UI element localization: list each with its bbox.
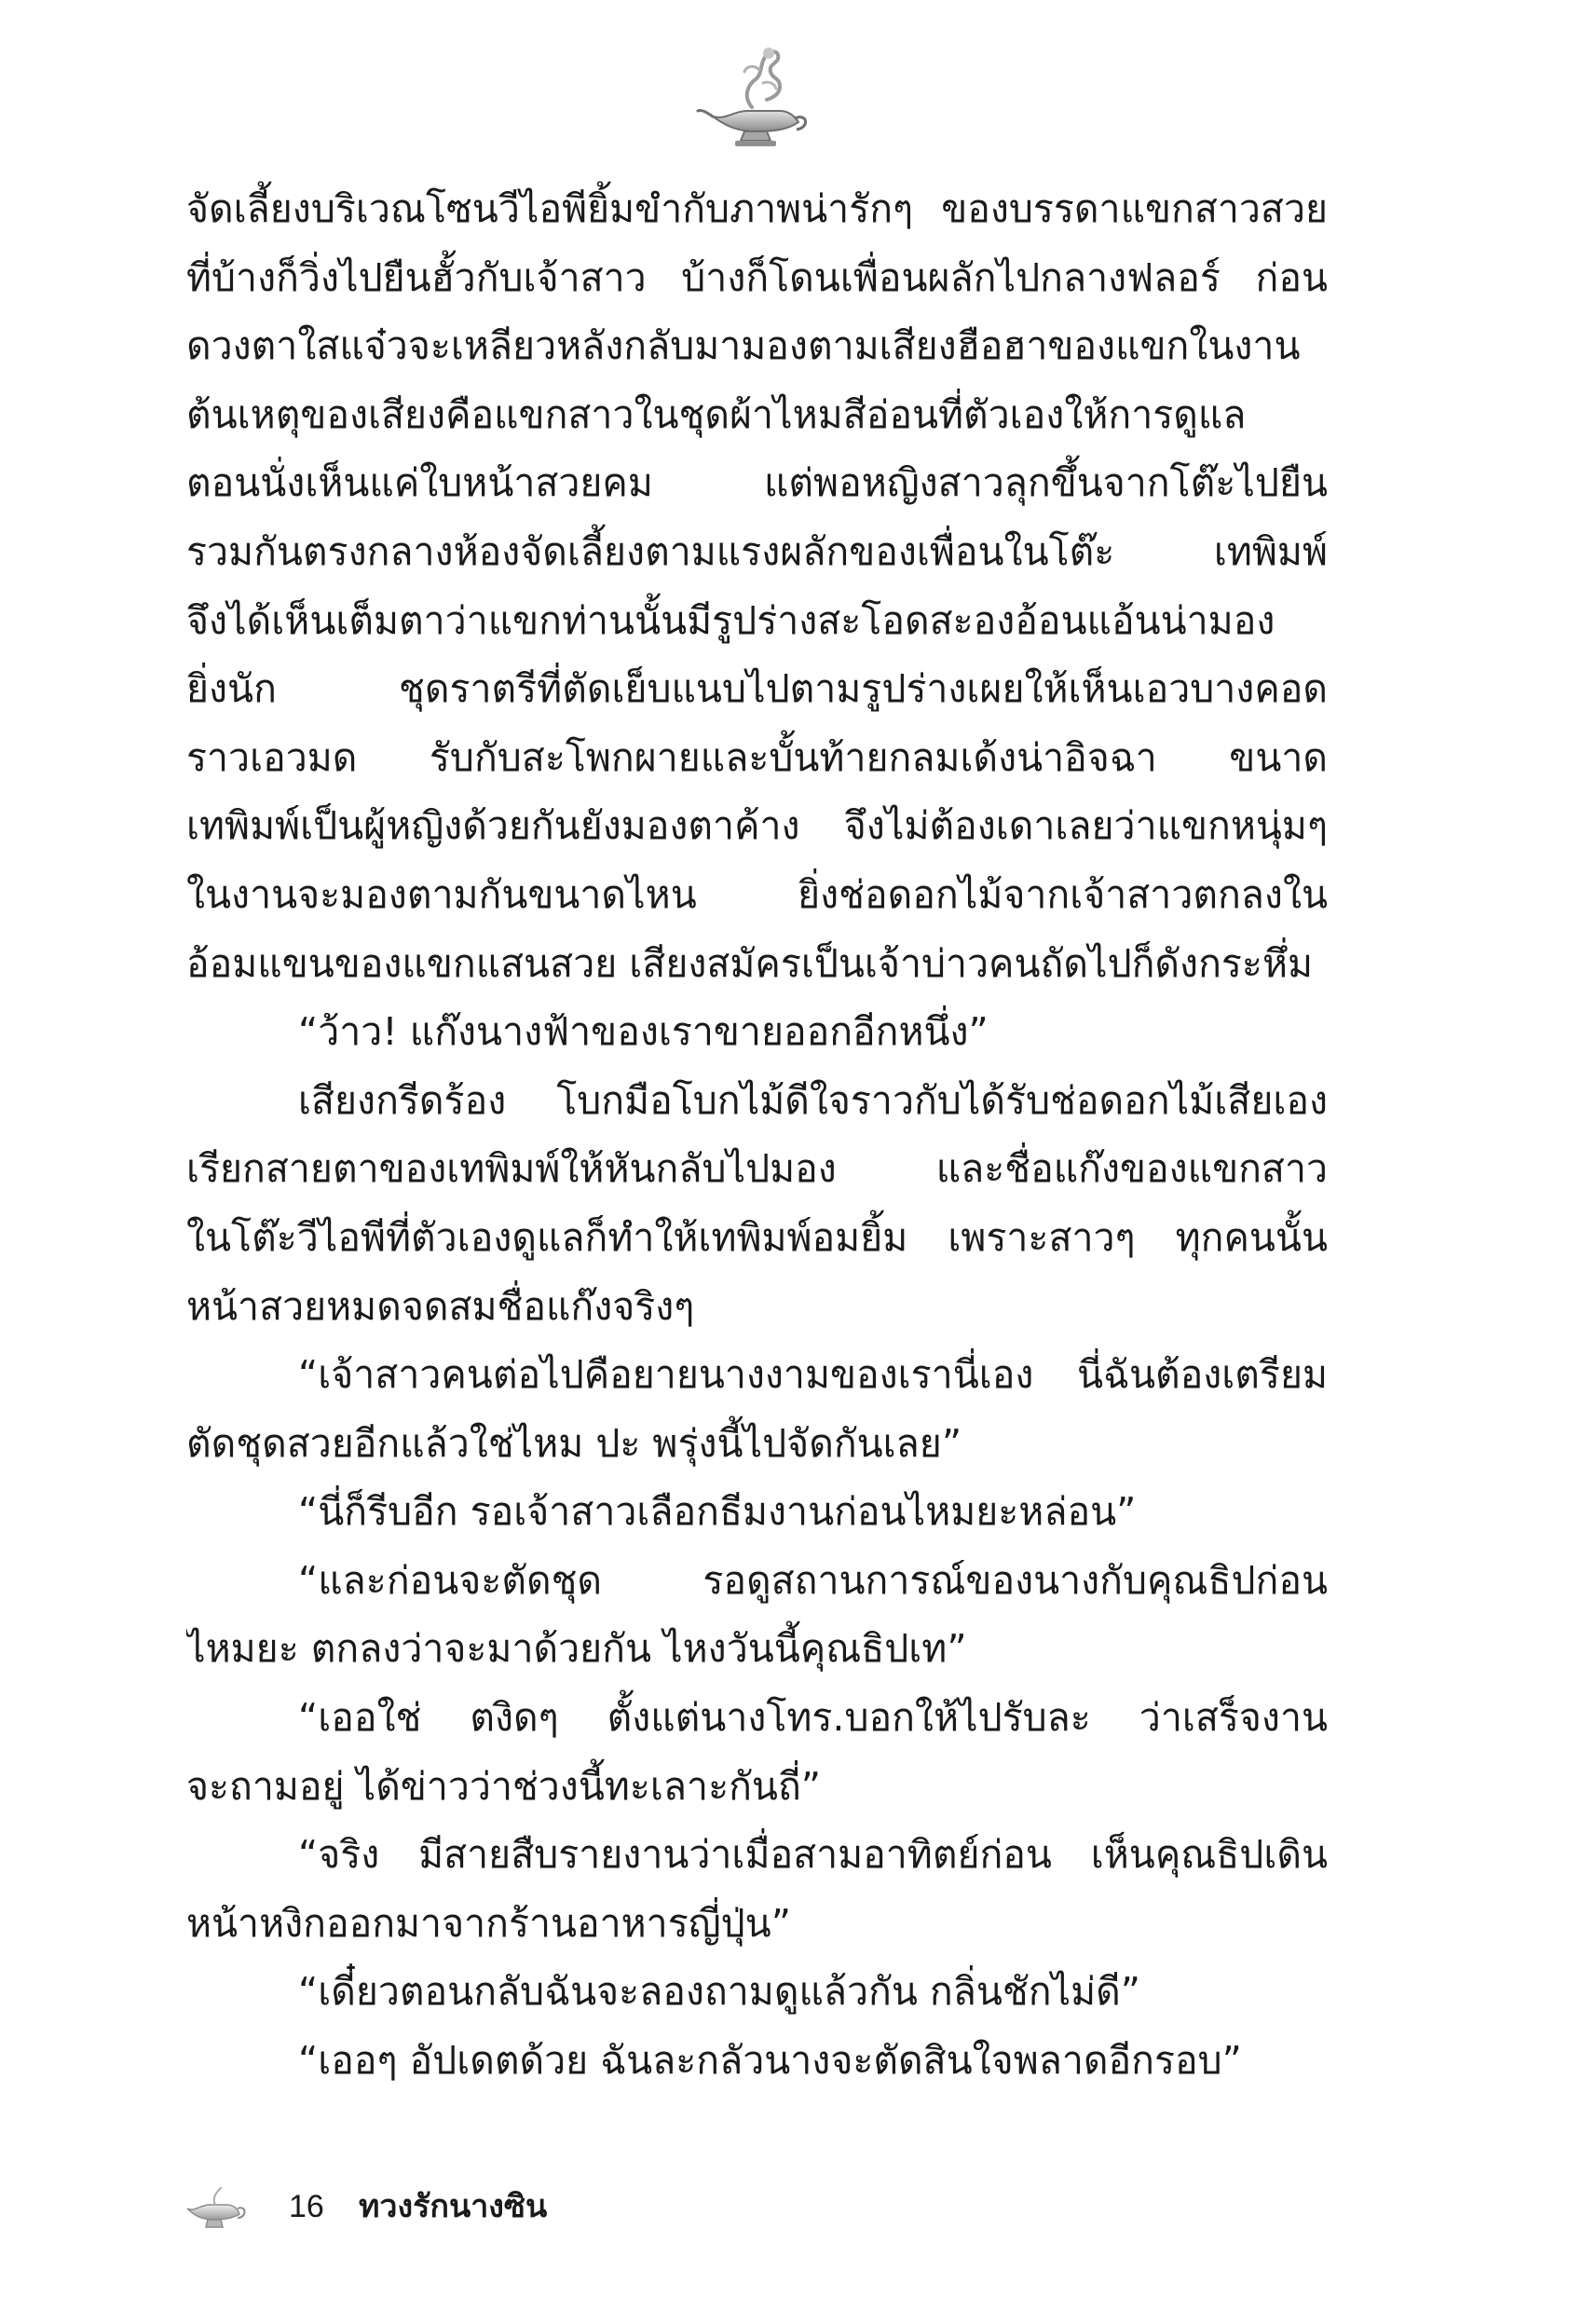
text-line: ยิ่งนัก ชุดราตรีที่ตัดเย็บแนบไปตามรูปร่างเผยให้เห็นเอวบางคอด [186, 666, 1328, 712]
magic-lamp-genie-icon [694, 42, 815, 154]
text-line: ต้นเหตุของเสียงคือแขกสาวในชุดผ้าไหมสีอ่อนที่ตัวเองให้การดูแล [186, 391, 1247, 437]
magic-lamp-icon [182, 2181, 247, 2236]
text-line: “เดี๋ยวตอนกลับฉันจะลองถามดูแล้วกัน กลิ่นชักไม่ดี” [298, 1969, 1141, 2015]
text-line: จะถามอยู่ ได้ข่าวว่าช่วงนี้ทะเลาะกันถี่” [186, 1763, 822, 1809]
text-line: หน้าสวยหมดจดสมชื่อแก๊งจริงๆ [186, 1283, 695, 1329]
text-line: เทพิมพ์เป็นผู้หญิงด้วยกันยังมองตาค้าง จึงไม่ต้องเดาเลยว่าแขกหนุ่มๆ [186, 803, 1328, 849]
text-line: “และก่อนจะตัดชุด รอดูสถานการณ์ของนางกับคุณธิปก่อน [298, 1557, 1328, 1603]
text-line: อ้อมแขนของแขกแสนสวย เสียงสมัครเป็นเจ้าบ่าวคนถัดไปก็ดังกระหึ่ม [186, 940, 1313, 986]
text-line: ตอนนั่งเห็นแค่ใบหน้าสวยคม แต่พอหญิงสาวลุกขึ้นจากโต๊ะไปยืน [186, 460, 1328, 506]
text-line: “จริง มีสายสืบรายงานว่าเมื่อสามอาทิตย์ก่อน เห็นคุณธิปเดิน [298, 1832, 1328, 1878]
text-line: เสียงกรีดร้อง โบกมือโบกไม้ดีใจราวกับได้รับช่อดอกไม้เสียเอง [298, 1077, 1328, 1123]
text-line: หน้าหงิกออกมาจากร้านอาหารญี่ปุ่น” [186, 1900, 791, 1946]
text-line: ตัดชุดสวยอีกแล้วใช่ไหม ปะ พรุ่งนี้ไปจัดกันเลย” [186, 1420, 962, 1466]
text-line: ที่บ้างก็วิ่งไปยืนฮั้วกับเจ้าสาว บ้างก็โดนเพื่อนผลักไปกลางฟลอร์ ก่อน [186, 254, 1328, 300]
book-title: ทวงรักนางซิน [359, 2188, 548, 2225]
text-line: “นี่ก็รีบอีก รอเจ้าสาวเลือกธีมงานก่อนไหมยะหล่อน” [298, 1489, 1137, 1535]
page-number: 16 [289, 2189, 324, 2224]
text-line: “เออๆ อัปเดตด้วย ฉันละกลัวนางจะตัดสินใจพลาดอีกรอบ” [298, 2038, 1242, 2084]
page-body [186, 175, 1328, 2096]
text-line: จึงได้เห็นเต็มตาว่าแขกท่านนั้นมีรูปร่างสะโอดสะองอ้อนแอ้นน่ามอง [186, 597, 1275, 643]
page-footer [182, 2181, 741, 2255]
text-line: “ว้าว! แก๊งนางฟ้าของเราขายออกอีกหนึ่ง” [298, 1009, 989, 1055]
text-line: “เออใช่ ตงิดๆ ตั้งแต่นางโทร.บอกให้ไปรับละ ว่าเสร็จงาน [298, 1695, 1328, 1741]
text-line: ในโต๊ะวีไอพีที่ตัวเองดูแลก็ทำให้เทพิมพ์อมยิ้ม เพราะสาวๆ ทุกคนนั้น [186, 1214, 1328, 1260]
text-line: ราวเอวมด รับกับสะโพกผายและบั้นท้ายกลมเด้งน่าอิจฉา ขนาด [186, 734, 1328, 780]
text-line: “เจ้าสาวคนต่อไปคือยายนางงามของเรานี่เอง นี่ฉันต้องเตรียม [298, 1352, 1328, 1398]
text-line: รวมกันตรงกลางห้องจัดเลี้ยงตามแรงผลักของเพื่อนในโต๊ะ เทพิมพ์ [186, 528, 1328, 574]
text-line: ดวงตาใสแจ๋วจะเหลียวหลังกลับมามองตามเสียงฮือฮาของแขกในงาน [186, 323, 1301, 369]
text-line: เรียกสายตาของเทพิมพ์ให้หันกลับไปมอง และชื่อแก๊งของแขกสาว [186, 1146, 1328, 1192]
text-line: ในงานจะมองตามกันขนาดไหน ยิ่งช่อดอกไม้จากเจ้าสาวตกลงใน [186, 871, 1328, 917]
text-line: ไหมยะ ตกลงว่าจะมาด้วยกัน ไหงวันนี้คุณธิปเท” [186, 1626, 967, 1672]
text-line: จัดเลี้ยงบริเวณโซนวีไอพียิ้มขำกับภาพน่ารักๆ ของบรรดาแขกสาวสวย [186, 186, 1328, 231]
